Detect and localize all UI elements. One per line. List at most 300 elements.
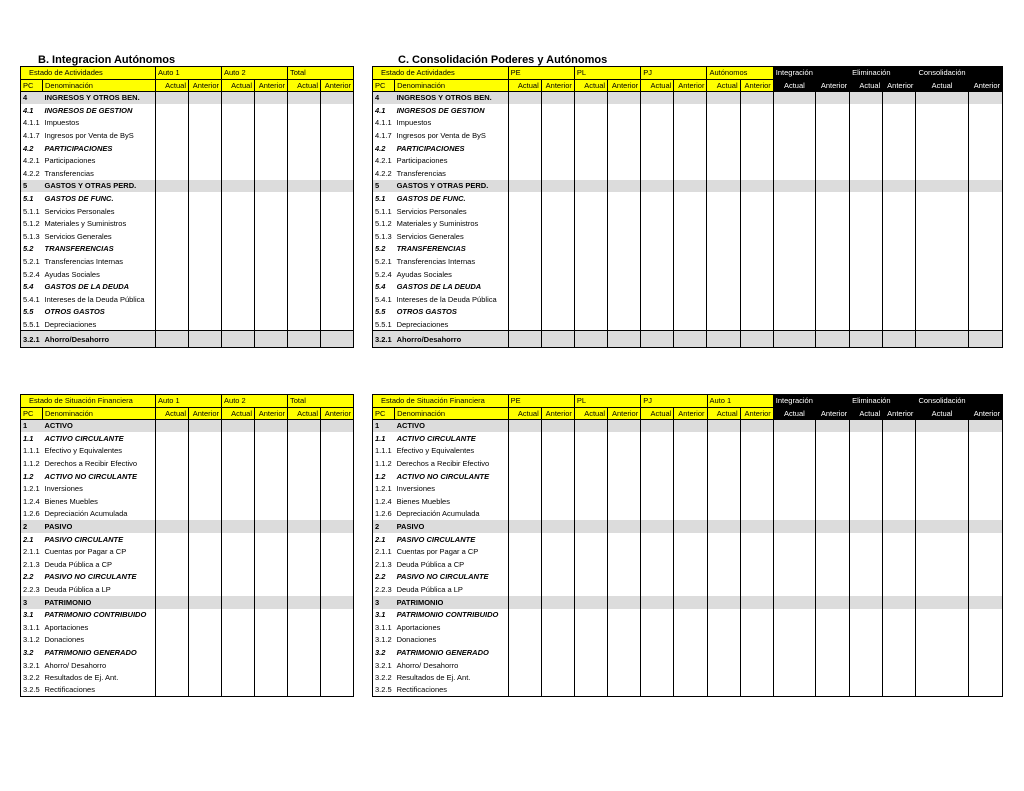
value-cell	[916, 684, 968, 697]
value-cell	[674, 104, 707, 117]
value-cell	[850, 155, 883, 168]
value-cell	[641, 268, 674, 281]
value-cell	[740, 268, 773, 281]
group-header: Total	[288, 67, 354, 80]
value-cell	[255, 129, 288, 142]
value-cell	[189, 318, 222, 331]
value-cell	[883, 609, 916, 622]
account-code: 5.1.2	[21, 218, 43, 231]
value-cell	[707, 420, 740, 433]
value-cell	[883, 167, 916, 180]
value-cell	[288, 621, 321, 634]
value-cell	[707, 558, 740, 571]
value-cell	[255, 672, 288, 685]
value-cell	[883, 634, 916, 647]
value-cell	[156, 167, 189, 180]
value-cell	[508, 546, 541, 559]
anterior-header: Anterior	[968, 407, 1002, 420]
table-row	[21, 167, 354, 180]
value-cell	[255, 546, 288, 559]
value-cell	[608, 672, 641, 685]
table-row	[21, 457, 354, 470]
value-cell	[508, 508, 541, 521]
value-cell	[740, 609, 773, 622]
value-cell	[883, 558, 916, 571]
account-code: 3.2.1	[21, 331, 43, 348]
account-name: PASIVO NO CIRCULANTE	[44, 572, 137, 582]
value-cell	[321, 520, 354, 533]
actual-header: Actual	[707, 407, 740, 420]
actual-header: Actual	[916, 407, 968, 420]
value-cell	[189, 205, 222, 218]
value-cell	[189, 684, 222, 697]
account-code: 1.1.1	[21, 445, 43, 458]
value-cell	[883, 432, 916, 445]
value-cell	[674, 508, 707, 521]
account-name: INGRESOS Y OTROS BEN.	[395, 92, 509, 105]
account-name: Inversiones	[396, 484, 435, 494]
account-name: Ingresos por Venta de ByS	[44, 131, 134, 141]
value-cell	[773, 104, 815, 117]
account-code: 3.1	[21, 609, 43, 622]
value-cell	[850, 546, 883, 559]
value-cell	[773, 533, 815, 546]
table-row	[373, 684, 1003, 697]
value-cell	[773, 218, 815, 231]
value-cell	[574, 520, 607, 533]
value-cell	[850, 167, 883, 180]
value-cell	[222, 293, 255, 306]
value-cell	[773, 520, 815, 533]
account-code: 3.2.5	[373, 684, 395, 697]
value-cell	[608, 180, 641, 193]
value-cell	[574, 306, 607, 319]
value-cell	[288, 117, 321, 130]
value-cell	[707, 92, 740, 105]
account-name: ACTIVO	[395, 420, 509, 433]
table-row	[373, 230, 1003, 243]
value-cell	[740, 445, 773, 458]
value-cell	[574, 621, 607, 634]
value-cell	[288, 672, 321, 685]
account-name: PATRIMONIO	[43, 596, 156, 609]
value-cell	[815, 331, 849, 348]
actual-header: Actual	[641, 79, 674, 92]
value-cell	[815, 420, 849, 433]
value-cell	[574, 684, 607, 697]
value-cell	[508, 457, 541, 470]
account-name: TRANSFERENCIAS	[44, 244, 114, 254]
anterior-header: Anterior	[541, 79, 574, 92]
account-name: Ayudas Sociales	[44, 269, 100, 279]
value-cell	[815, 634, 849, 647]
account-name: Depreciación Acumulada	[44, 509, 128, 519]
value-cell	[773, 609, 815, 622]
value-cell	[608, 167, 641, 180]
table-row	[373, 268, 1003, 281]
table-row	[373, 596, 1003, 609]
value-cell	[850, 180, 883, 193]
value-cell	[707, 230, 740, 243]
value-cell	[641, 255, 674, 268]
value-cell	[968, 255, 1002, 268]
actual-header: Actual	[508, 79, 541, 92]
anterior-header: Anterior	[608, 79, 641, 92]
value-cell	[222, 583, 255, 596]
value-cell	[574, 92, 607, 105]
value-cell	[255, 495, 288, 508]
account-code: 1	[373, 420, 395, 433]
account-name: INGRESOS DE GESTION	[44, 105, 133, 115]
value-cell	[740, 483, 773, 496]
value-cell	[189, 432, 222, 445]
value-cell	[740, 230, 773, 243]
header-row-groups	[373, 67, 1003, 80]
value-cell	[255, 508, 288, 521]
account-name: Deuda Pública a CP	[44, 559, 113, 569]
value-cell	[508, 318, 541, 331]
header-row-columns	[21, 79, 354, 92]
account-name: Deuda Pública a LP	[44, 584, 111, 594]
account-code: 5.1.2	[373, 218, 395, 231]
value-cell	[850, 218, 883, 231]
denominacion-header: Denominación	[43, 79, 156, 92]
value-cell	[674, 672, 707, 685]
value-cell	[288, 293, 321, 306]
value-cell	[156, 180, 189, 193]
value-cell	[916, 445, 968, 458]
value-cell	[574, 230, 607, 243]
value-cell	[222, 218, 255, 231]
value-cell	[288, 180, 321, 193]
value-cell	[707, 621, 740, 634]
value-cell	[156, 621, 189, 634]
value-cell	[968, 243, 1002, 256]
value-cell	[815, 508, 849, 521]
value-cell	[883, 483, 916, 496]
account-code: 2.2	[373, 571, 395, 584]
value-cell	[541, 646, 574, 659]
value-cell	[740, 621, 773, 634]
value-cell	[608, 470, 641, 483]
value-cell	[707, 142, 740, 155]
account-code: 3.2.1	[21, 659, 43, 672]
value-cell	[189, 420, 222, 433]
value-cell	[916, 293, 968, 306]
value-cell	[156, 684, 189, 697]
value-cell	[574, 420, 607, 433]
anterior-header: Anterior	[740, 407, 773, 420]
account-name: Materiales y Suministros	[396, 219, 479, 229]
account-code: 5.1.3	[21, 230, 43, 243]
actual-header: Actual	[156, 79, 189, 92]
pc-header: PC	[373, 79, 395, 92]
value-cell	[156, 672, 189, 685]
value-cell	[608, 621, 641, 634]
group-header: Total	[288, 395, 354, 408]
value-cell	[508, 142, 541, 155]
table-row	[373, 634, 1003, 647]
value-cell	[508, 558, 541, 571]
value-cell	[707, 331, 740, 348]
value-cell	[541, 331, 574, 348]
value-cell	[773, 445, 815, 458]
value-cell	[156, 205, 189, 218]
value-cell	[815, 155, 849, 168]
value-cell	[222, 281, 255, 294]
value-cell	[156, 609, 189, 622]
group-header: Consolidación	[916, 67, 1003, 80]
value-cell	[321, 331, 354, 348]
value-cell	[707, 318, 740, 331]
account-name: PARTICIPACIONES	[396, 143, 465, 153]
actual-header: Actual	[916, 79, 968, 92]
value-cell	[674, 533, 707, 546]
table-row	[21, 432, 354, 445]
value-cell	[773, 331, 815, 348]
value-cell	[850, 281, 883, 294]
account-code: 4	[21, 92, 43, 105]
value-cell	[255, 558, 288, 571]
value-cell	[968, 155, 1002, 168]
table-row	[21, 520, 354, 533]
group-header: Autónomos	[707, 67, 773, 80]
value-cell	[641, 306, 674, 319]
account-code: 1.2.6	[373, 508, 395, 521]
value-cell	[641, 520, 674, 533]
value-cell	[255, 533, 288, 546]
value-cell	[541, 659, 574, 672]
value-cell	[156, 659, 189, 672]
account-code: 1.1	[373, 432, 395, 445]
value-cell	[541, 129, 574, 142]
value-cell	[288, 646, 321, 659]
value-cell	[674, 92, 707, 105]
value-cell	[740, 571, 773, 584]
value-cell	[916, 281, 968, 294]
value-cell	[850, 129, 883, 142]
value-cell	[189, 558, 222, 571]
value-cell	[641, 205, 674, 218]
account-name: Aportaciones	[396, 622, 441, 632]
anterior-header: Anterior	[815, 407, 849, 420]
account-name: PATRIMONIO	[395, 596, 509, 609]
value-cell	[189, 483, 222, 496]
value-cell	[541, 318, 574, 331]
value-cell	[321, 684, 354, 697]
account-name: Depreciaciones	[44, 319, 97, 329]
value-cell	[189, 546, 222, 559]
table-row	[373, 155, 1003, 168]
value-cell	[916, 508, 968, 521]
value-cell	[815, 495, 849, 508]
value-cell	[916, 420, 968, 433]
value-cell	[222, 672, 255, 685]
pc-header: PC	[21, 407, 43, 420]
value-cell	[255, 470, 288, 483]
value-cell	[321, 205, 354, 218]
value-cell	[255, 634, 288, 647]
account-code: 3.1.1	[21, 621, 43, 634]
actual-header: Actual	[773, 407, 815, 420]
value-cell	[321, 470, 354, 483]
value-cell	[156, 192, 189, 205]
value-cell	[508, 432, 541, 445]
value-cell	[608, 129, 641, 142]
value-cell	[222, 495, 255, 508]
value-cell	[288, 520, 321, 533]
account-name: Participaciones	[396, 156, 448, 166]
value-cell	[222, 445, 255, 458]
value-cell	[288, 558, 321, 571]
group-header: Auto 1	[156, 67, 222, 80]
value-cell	[189, 508, 222, 521]
value-cell	[608, 318, 641, 331]
value-cell	[641, 281, 674, 294]
value-cell	[321, 445, 354, 458]
value-cell	[883, 470, 916, 483]
value-cell	[189, 331, 222, 348]
value-cell	[255, 155, 288, 168]
value-cell	[288, 659, 321, 672]
table-row	[21, 331, 354, 348]
value-cell	[321, 92, 354, 105]
value-cell	[740, 583, 773, 596]
value-cell	[674, 457, 707, 470]
value-cell	[883, 571, 916, 584]
value-cell	[321, 533, 354, 546]
value-cell	[740, 167, 773, 180]
value-cell	[222, 634, 255, 647]
value-cell	[189, 268, 222, 281]
value-cell	[674, 180, 707, 193]
anterior-header: Anterior	[883, 407, 916, 420]
account-code: 2.1.1	[373, 546, 395, 559]
value-cell	[608, 281, 641, 294]
value-cell	[815, 117, 849, 130]
value-cell	[850, 92, 883, 105]
value-cell	[321, 634, 354, 647]
value-cell	[541, 420, 574, 433]
value-cell	[968, 117, 1002, 130]
value-cell	[968, 621, 1002, 634]
value-cell	[850, 483, 883, 496]
value-cell	[850, 583, 883, 596]
value-cell	[574, 659, 607, 672]
account-code: 4.1.7	[21, 129, 43, 142]
statement-name: Estado de Situación Financiera	[373, 395, 509, 408]
table-row	[373, 470, 1003, 483]
value-cell	[641, 318, 674, 331]
account-name: PATRIMONIO CONTRIBUIDO	[396, 610, 499, 620]
value-cell	[883, 218, 916, 231]
table-row	[21, 180, 354, 193]
value-cell	[850, 558, 883, 571]
anterior-header: Anterior	[321, 79, 354, 92]
value-cell	[222, 508, 255, 521]
account-name: Impuestos	[44, 118, 80, 128]
value-cell	[156, 243, 189, 256]
value-cell	[541, 558, 574, 571]
value-cell	[674, 192, 707, 205]
account-code: 5.4	[373, 281, 395, 294]
account-code: 1.2	[21, 470, 43, 483]
value-cell	[641, 583, 674, 596]
value-cell	[815, 243, 849, 256]
account-code: 5.2	[373, 243, 395, 256]
anterior-header: Anterior	[541, 407, 574, 420]
value-cell	[288, 281, 321, 294]
value-cell	[815, 659, 849, 672]
table-row	[21, 281, 354, 294]
value-cell	[288, 470, 321, 483]
value-cell	[574, 318, 607, 331]
value-cell	[916, 646, 968, 659]
group-header: Auto 1	[156, 395, 222, 408]
account-code: 1.2.1	[21, 483, 43, 496]
table-row	[373, 672, 1003, 685]
value-cell	[608, 306, 641, 319]
value-cell	[850, 571, 883, 584]
value-cell	[773, 180, 815, 193]
value-cell	[255, 583, 288, 596]
value-cell	[740, 546, 773, 559]
account-name: GASTOS DE FUNC.	[396, 193, 466, 203]
value-cell	[608, 243, 641, 256]
value-cell	[674, 483, 707, 496]
value-cell	[508, 331, 541, 348]
value-cell	[674, 243, 707, 256]
actual-header: Actual	[288, 79, 321, 92]
value-cell	[222, 571, 255, 584]
value-cell	[541, 520, 574, 533]
value-cell	[740, 520, 773, 533]
value-cell	[815, 558, 849, 571]
account-name: GASTOS DE FUNC.	[44, 193, 114, 203]
value-cell	[968, 558, 1002, 571]
value-cell	[815, 142, 849, 155]
table-row	[373, 571, 1003, 584]
actual-header: Actual	[222, 79, 255, 92]
value-cell	[707, 596, 740, 609]
value-cell	[815, 192, 849, 205]
value-cell	[740, 117, 773, 130]
value-cell	[321, 218, 354, 231]
group-header: Auto 2	[222, 395, 288, 408]
value-cell	[222, 306, 255, 319]
account-code: 3.2.2	[373, 672, 395, 685]
table-row	[373, 432, 1003, 445]
value-cell	[541, 571, 574, 584]
value-cell	[222, 318, 255, 331]
value-cell	[288, 495, 321, 508]
account-code: 3.1	[373, 609, 395, 622]
value-cell	[222, 483, 255, 496]
value-cell	[883, 508, 916, 521]
account-code: 1	[21, 420, 43, 433]
account-name: Ahorro/Desahorro	[395, 331, 509, 348]
value-cell	[255, 142, 288, 155]
table-row	[21, 218, 354, 231]
value-cell	[541, 546, 574, 559]
account-name: PARTICIPACIONES	[44, 143, 113, 153]
value-cell	[773, 192, 815, 205]
value-cell	[883, 457, 916, 470]
table-row	[373, 609, 1003, 622]
value-cell	[850, 420, 883, 433]
table-row	[21, 155, 354, 168]
account-name: Transferencias Internas	[44, 256, 124, 266]
